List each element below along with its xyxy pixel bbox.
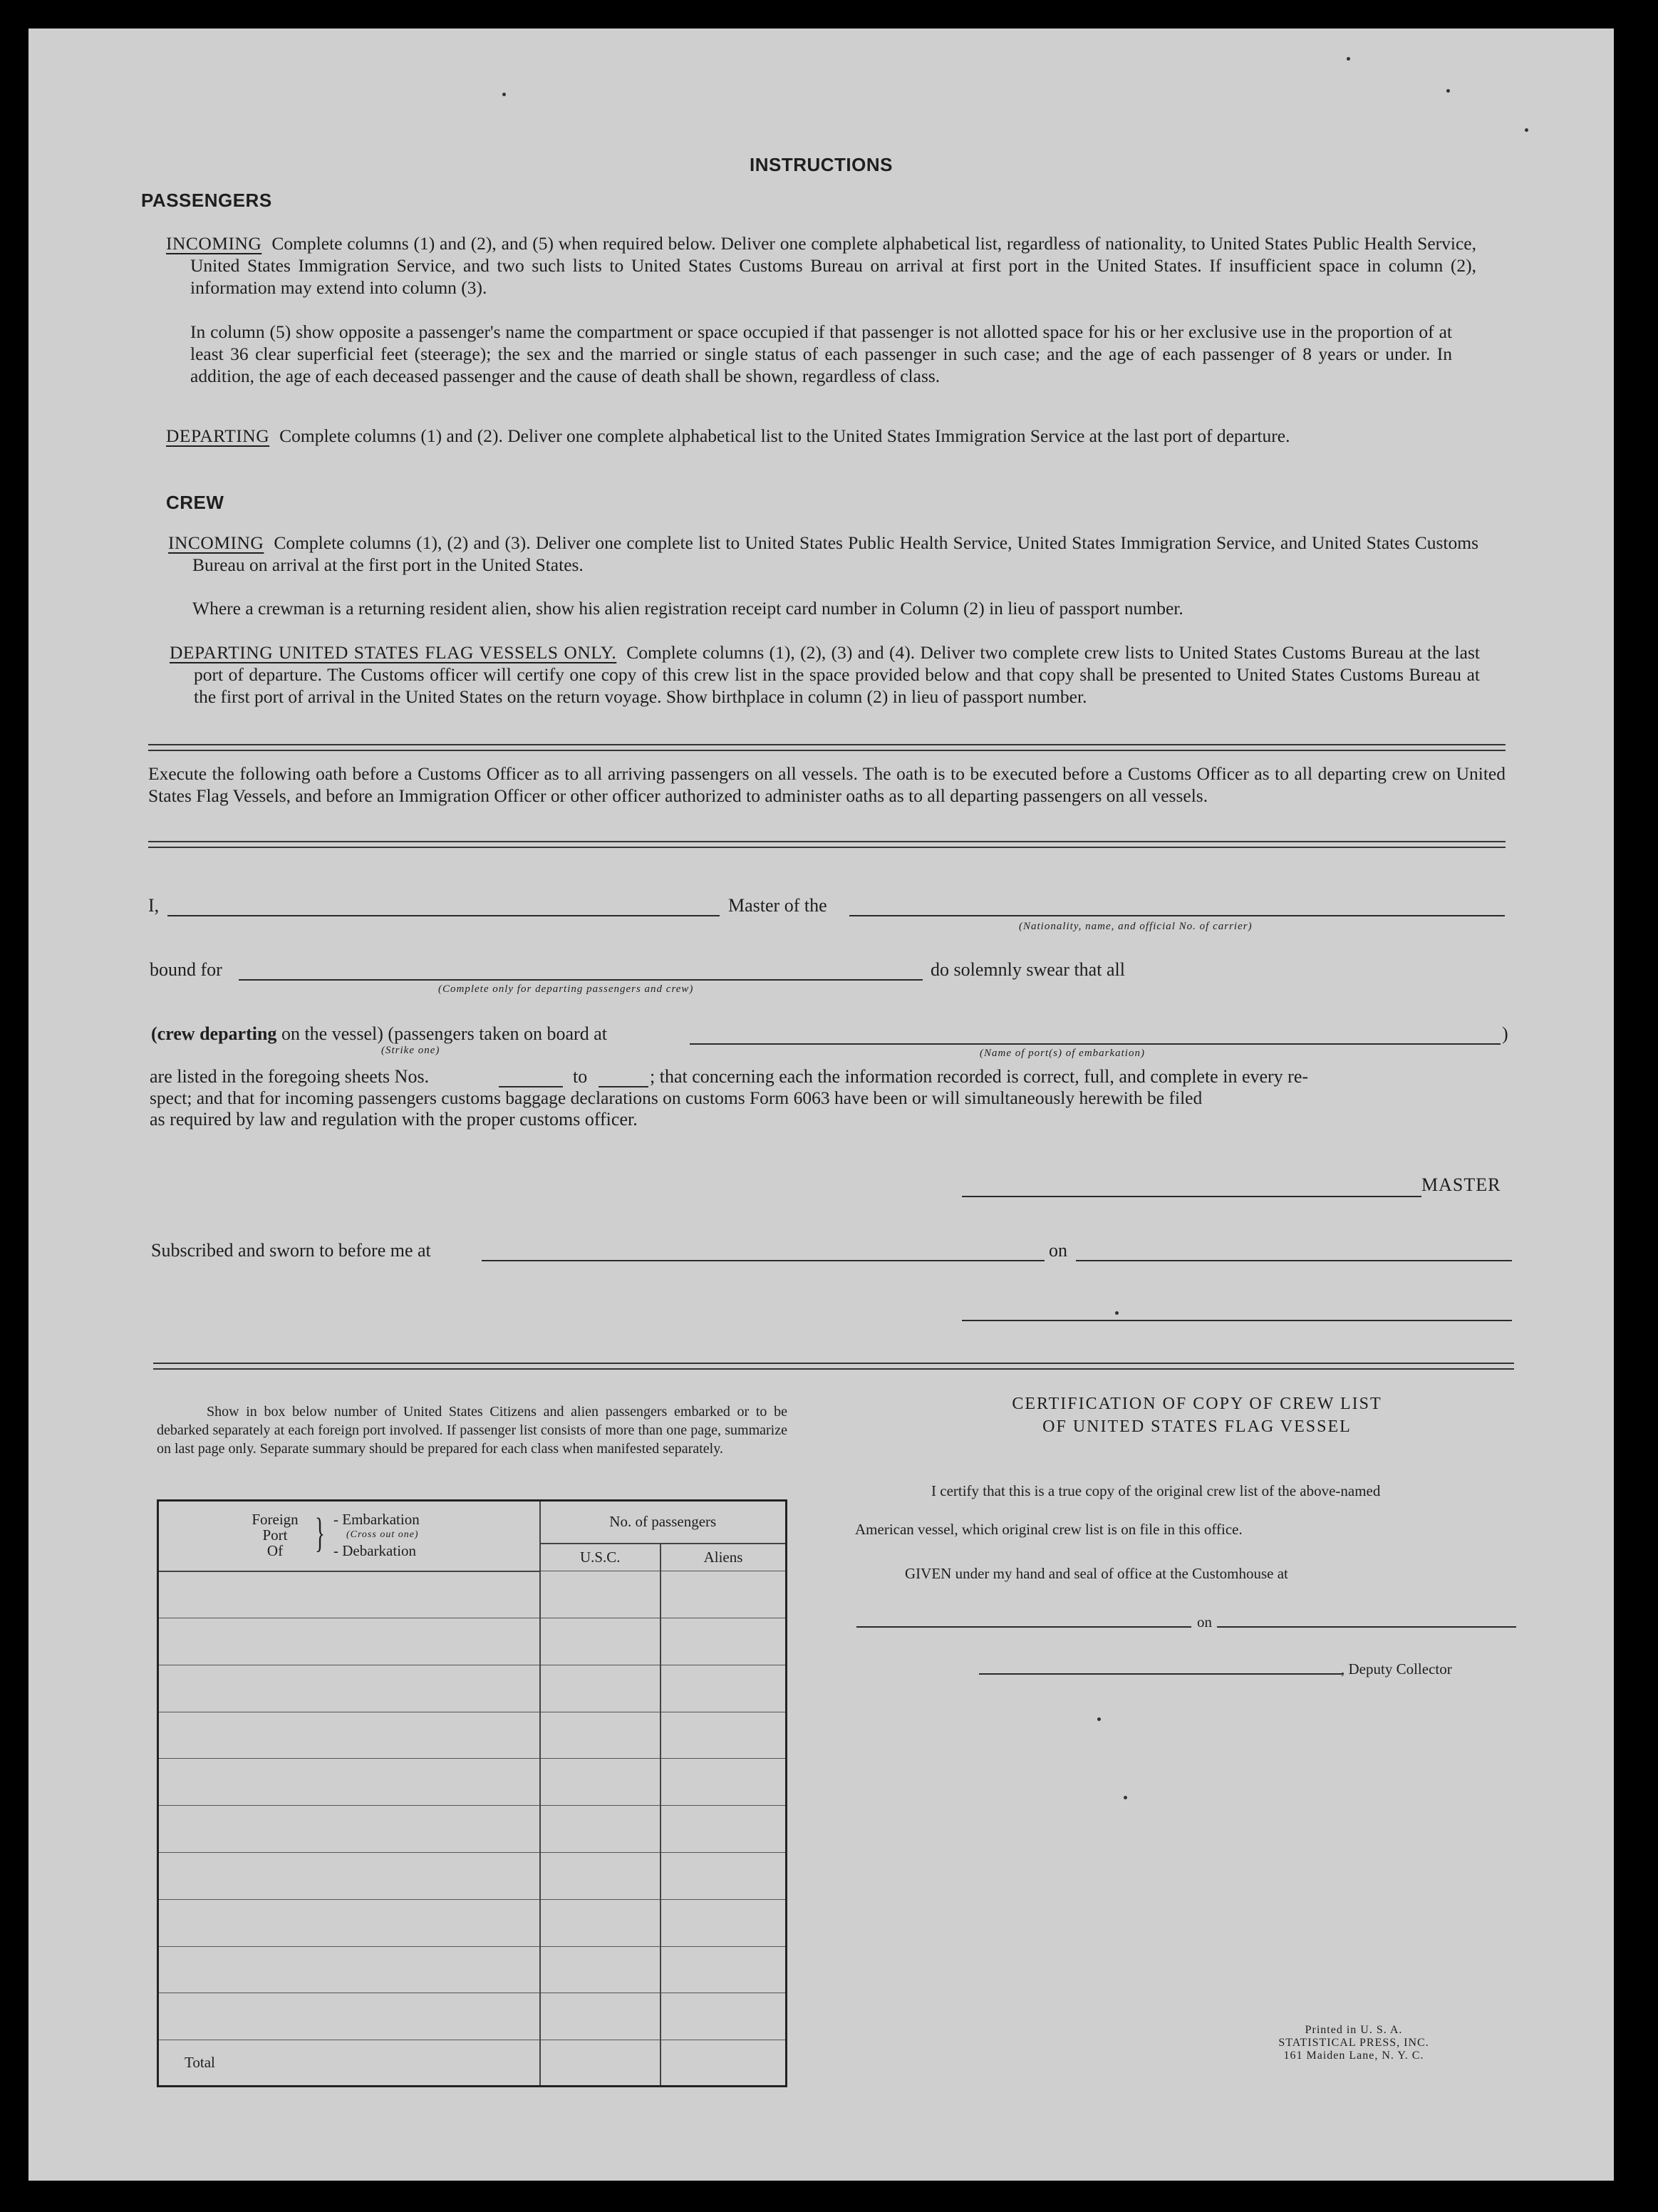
certification-title-line-1: CERTIFICATION OF COPY OF CREW LIST	[1012, 1395, 1382, 1413]
swear-text: do solemnly swear that all	[931, 959, 1125, 980]
column5-paragraph: In column (5) show opposite a passenger's name the compartment or space occupied if that passenger is not allotted space for his or her exclusive use in the proportion of at least 36 clear superficial feet (steerage); the sex and the married or single status of each passenger in such case; and the age of each passenger of 8 years or under. In addition, the age of each deceased passenger and the cause of death shall be shown, regardless of class.	[190, 321, 1452, 386]
total-label: Total	[158, 2040, 540, 2087]
port-cell[interactable]	[158, 1806, 540, 1853]
scan-speck	[1124, 1796, 1127, 1799]
master-of-the-label: Master of the	[728, 895, 827, 916]
foreign-label: Foreign	[252, 1511, 299, 1528]
crew-heading: CREW	[166, 492, 224, 513]
master-signature-blank[interactable]	[962, 1196, 1421, 1197]
port-cell[interactable]	[158, 1993, 540, 2040]
oath-i-label: I,	[148, 895, 160, 916]
usc-cell[interactable]	[540, 1946, 661, 1993]
cross-out-caption: (Cross out one)	[346, 1529, 419, 1540]
crew-incoming-text: Complete columns (1), (2) and (3). Deliver one complete list to United States Public Health Service, United States Immigration Service, and United States Customs Bureau on arrival at the first port in the United States.	[192, 532, 1478, 575]
usc-cell[interactable]	[540, 1993, 661, 2040]
embarkation-option[interactable]: - Embarkation	[333, 1511, 420, 1528]
passengers-incoming-paragraph	[166, 232, 1476, 299]
listed-text-4: as required by law and regulation with the proper customs officer.	[150, 1109, 638, 1130]
passengers-heading: PASSENGERS	[141, 190, 272, 211]
summary-rows	[158, 1571, 787, 2040]
summary-row	[158, 1993, 787, 2040]
port-cell[interactable]	[158, 1946, 540, 1993]
aliens-cell[interactable]	[660, 1618, 787, 1665]
aliens-cell[interactable]	[660, 1665, 787, 1712]
embarkation-ports-blank[interactable]	[690, 1043, 1501, 1045]
usc-header: U.S.C.	[540, 1544, 661, 1571]
summary-row	[158, 1899, 787, 1946]
bound-for-blank[interactable]	[239, 979, 923, 981]
aliens-cell[interactable]	[660, 1759, 787, 1806]
certify-line-2: American vessel, which original crew list is on file in this office.	[855, 1521, 1243, 1538]
crew-departing-paragraph	[170, 641, 1480, 708]
given-line: GIVEN under my hand and seal of office at the Customhouse at	[905, 1565, 1288, 1582]
embark-debark-options	[333, 1511, 420, 1559]
usc-cell[interactable]	[540, 1853, 661, 1900]
printer-line-3: 161 Maiden Lane, N. Y. C.	[1283, 2050, 1424, 2062]
usc-cell[interactable]	[540, 1665, 661, 1712]
port-cell[interactable]	[158, 1665, 540, 1712]
usc-cell[interactable]	[540, 1806, 661, 1853]
aliens-cell[interactable]	[660, 1899, 787, 1946]
port-cell[interactable]	[158, 1618, 540, 1665]
crew-departing-option[interactable]: (crew departing	[151, 1023, 277, 1044]
scan-speck	[1446, 89, 1450, 93]
form-sheet	[29, 29, 1614, 2181]
passengers-taken-option[interactable]: (passengers taken on board at	[388, 1023, 607, 1044]
listed-text-3: spect; and that for incoming passengers customs baggage declarations on customs Form 6063 have been or will simultaneously herewith be filed	[150, 1087, 1203, 1108]
certification-title	[848, 1392, 1546, 1438]
customhouse-blank[interactable]	[856, 1626, 1191, 1628]
bound-for-label: bound for	[150, 959, 222, 980]
ports-caption: (Name of port(s) of embarkation)	[980, 1048, 1145, 1059]
crew-departing-label: DEPARTING UNITED STATES FLAG VESSELS ONLY.	[170, 642, 617, 663]
usc-cell[interactable]	[540, 1571, 661, 1618]
crew-incoming-label: INCOMING	[168, 532, 264, 553]
aliens-cell[interactable]	[660, 1993, 787, 2040]
summary-row	[158, 1759, 787, 1806]
section-divider	[148, 744, 1506, 751]
scan-speck	[1115, 1311, 1119, 1315]
on-the-vessel-text: on the vessel)	[281, 1023, 383, 1044]
scan-speck	[1097, 1717, 1101, 1721]
port-cell[interactable]	[158, 1899, 540, 1946]
passenger-summary-table	[157, 1499, 787, 2087]
port-cell[interactable]	[158, 1853, 540, 1900]
summary-row	[158, 1806, 787, 1853]
master-name-blank[interactable]	[167, 915, 720, 916]
aliens-header: Aliens	[660, 1544, 787, 1571]
of-label: Of	[266, 1542, 284, 1559]
passengers-departing-text: Complete columns (1) and (2). Deliver one complete alphabetical list to the United States Immigration Service at the last port of departure.	[279, 425, 1290, 446]
port-cell[interactable]	[158, 1712, 540, 1759]
listed-text-2: ; that concerning each the information recorded is correct, full, and complete in every re-	[650, 1066, 1309, 1087]
printer-imprint	[1268, 2024, 1439, 2062]
foreign-port-of	[243, 1511, 307, 1559]
usc-cell[interactable]	[540, 1899, 661, 1946]
usc-cell[interactable]	[540, 1712, 661, 1759]
printer-line-2: STATISTICAL PRESS, INC.	[1278, 2037, 1429, 2049]
printer-line-1: Printed in U. S. A.	[1305, 2024, 1403, 2036]
sworn-date-blank[interactable]	[1076, 1260, 1512, 1261]
certification-date-blank[interactable]	[1217, 1626, 1516, 1628]
close-paren: )	[1502, 1023, 1508, 1044]
aliens-cell[interactable]	[660, 1571, 787, 1618]
carrier-blank[interactable]	[849, 915, 1505, 916]
debarkation-option[interactable]: - Debarkation	[333, 1542, 417, 1559]
crew-resident-paragraph: Where a crewman is a returning resident alien, show his alien registration receipt card number in Column (2) in lieu of passport number.	[192, 598, 1183, 619]
master-label: MASTER	[1421, 1174, 1501, 1195]
port-label: Port	[262, 1526, 288, 1544]
oath-instructions: Execute the following oath before a Customs Officer as to all arriving passengers on all vessels. The oath is to be executed before a Customs Officer as to all departing crew on United States Flag Vessels, and before an Immigration Officer or other officer authorized to administer oaths as to all departing passengers on all vessels.	[148, 763, 1506, 806]
usc-cell[interactable]	[540, 1759, 661, 1806]
summary-row	[158, 1712, 787, 1759]
aliens-cell[interactable]	[660, 1946, 787, 1993]
bound-caption: (Complete only for departing passengers and crew)	[438, 983, 694, 995]
crew-passenger-choice	[151, 1023, 607, 1045]
listed-sheets-label: are listed in the foregoing sheets Nos.	[150, 1066, 430, 1087]
instructions-title: INSTRUCTIONS	[750, 154, 893, 175]
scan-speck	[1525, 128, 1528, 132]
summary-row	[158, 1618, 787, 1665]
total-aliens-cell[interactable]	[660, 2040, 787, 2087]
passengers-departing-label: DEPARTING	[166, 425, 270, 446]
port-cell[interactable]	[158, 1571, 540, 1618]
deputy-collector-signature-blank[interactable]	[979, 1673, 1342, 1675]
section-divider	[148, 841, 1506, 848]
port-cell[interactable]	[158, 1759, 540, 1806]
usc-cell[interactable]	[540, 1618, 661, 1665]
carrier-caption: (Nationality, name, and official No. of carrier)	[1019, 921, 1253, 932]
certify-line-1: I certify that this is a true copy of the original crew list of the above-named	[931, 1482, 1381, 1499]
certification-title-line-2: OF UNITED STATES FLAG VESSEL	[1042, 1417, 1352, 1436]
to-label: to	[573, 1066, 588, 1087]
aliens-cell[interactable]	[660, 1712, 787, 1759]
subscribed-on-label: on	[1049, 1240, 1067, 1261]
subscribed-label: Subscribed and sworn to before me at	[151, 1240, 431, 1261]
summary-row	[158, 1853, 787, 1900]
total-usc-cell[interactable]	[540, 2040, 661, 2087]
aliens-cell[interactable]	[660, 1806, 787, 1853]
no-of-passengers-header: No. of passengers	[540, 1501, 787, 1544]
officer-signature-blank[interactable]	[962, 1320, 1512, 1321]
passengers-departing-paragraph	[166, 425, 1476, 447]
section-divider	[153, 1363, 1514, 1370]
aliens-cell[interactable]	[660, 1853, 787, 1900]
brace-icon: }	[314, 1509, 325, 1556]
port-header-cell	[158, 1501, 540, 1571]
crew-incoming-paragraph	[168, 532, 1478, 576]
sworn-place-blank[interactable]	[482, 1260, 1045, 1261]
scan-speck	[502, 93, 506, 96]
passengers-incoming-text: Complete columns (1) and (2), and (5) when required below. Deliver one complete alphabetical list, regardless of nationality, to United States Public Health Service, United States Immigration Service, and two such lists to United States Customs Bureau on arrival at first port in the United States. If insufficient space in column (2), information may extend into column (3).	[190, 233, 1476, 298]
certification-on-label: on	[1197, 1613, 1212, 1630]
summary-row	[158, 1665, 787, 1712]
summary-note: Show in box below number of United States Citizens and alien passengers embarked or to be debarked separately at each foreign port involved. If passenger list consists of more than one page, summarize on last page only. Separate summary should be prepared for each class when manifested separately.	[157, 1404, 787, 1457]
scan-speck	[1347, 57, 1350, 61]
deputy-collector-label: , Deputy Collector	[1341, 1660, 1452, 1678]
strike-one-caption: (Strike one)	[381, 1045, 440, 1056]
crew-departing-text: Complete columns (1), (2), (3) and (4). Deliver two complete crew lists to United States Customs Bureau at the last port of departure. The Customs officer will certify one copy of this crew list in the space provided below and that copy shall be presented to United States Customs Bureau at the first port of arrival in the United States on the return voyage. Show birthplace in column (2) in lieu of passport number.	[194, 642, 1480, 707]
summary-row	[158, 1571, 787, 1618]
passengers-incoming-label: INCOMING	[166, 233, 262, 254]
summary-row	[158, 1946, 787, 1993]
